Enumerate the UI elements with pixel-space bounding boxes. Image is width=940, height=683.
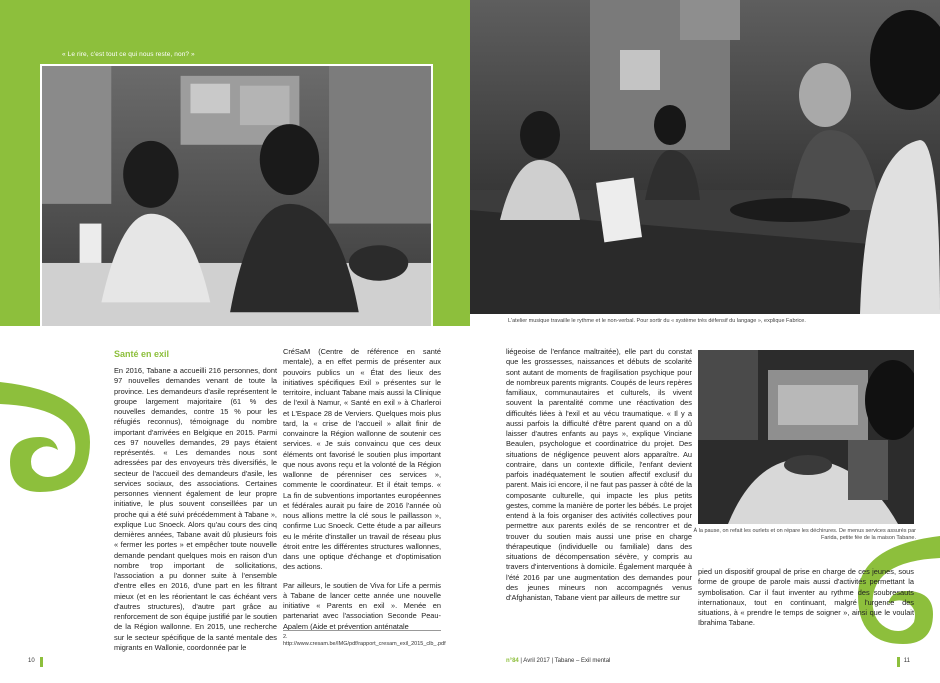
- paragraph: CréSaM (Centre de référence en santé mentale), a en effet permis de présenter aux pouvoirs publics un « État des lieux des initiatives spécifiques Exil » présentes sur le territoire, incluant Tabane mais aussi la Clinique de l'exil à Namur, « Santé en exil » à Charleroi et L'Espace 28 de Verviers. Quelques mois plus tard, la « crise de l'accueil » allait finir de convaincre la Région wallonne de soutenir ces services. « Je suis convaincu que ces deux éléments ont favorisé le soutien plus important que nous avons reçu et la volonté de la Région wallonne de pérenniser ces services », commente le coordinateur. Et il était temps. « La fin de subventions importantes européennes et fédérales aurait pu faire de 2016 l'année où nous allions mettre la clé sous le paillasson », confirme Luc Snoeck. Cette étude a par ailleurs eu le mérite d'installer un travail de réseau plus étroit entre les différentes structures wallonnes, dans une optique d'échange et d'optimisation des actions.: [283, 347, 441, 572]
- decorative-swirl-left: [0, 382, 100, 502]
- workshop-photo: [470, 0, 940, 314]
- sewing-photo: [698, 350, 914, 524]
- page-number-marker: [897, 657, 900, 667]
- page-number-left: 10: [28, 658, 35, 664]
- issue-number: n°84: [506, 658, 519, 664]
- right-column-2: [698, 567, 914, 629]
- music-workshop-photo: [470, 0, 940, 314]
- footer-text: | Avril 2017 | Tabane – Exil mental: [518, 658, 611, 664]
- portrait-photo: [40, 64, 433, 328]
- photo-caption-top: L'atelier musique travaille le rythme et le non-verbal. Pour sortir du « système très défensif du langage », explique Fabrice.: [508, 318, 806, 324]
- page-number-marker: [40, 657, 43, 667]
- right-page: [470, 0, 940, 683]
- paragraph: Par ailleurs, le soutien de Viva for Life a permis à Tabane de lancer cette année une nouvelle initiative « Parents en exil ». Menée en partenariat avec l'association Seconde Peau-Apalem (Aide et prévention anténatale: [283, 580, 441, 631]
- paragraph: En 2016, Tabane a accueilli 216 personnes, dont 97 nouvelles demandes venant de toute la province. Les demandeurs d'asile représentent le groupe largement majoritaire (61 % des nouvelles demandes, contre 15 % pour les réfugiés reconnus), témoignage du nombre important d'arrivées en Belgique en 2015. Parmi ces 97 nouvelles demandes, 29 pays étaient représentés. « Les demandes nous sont adressées par des envoyeurs très diversifiés, le secteur de l'accueil des demandeurs d'asile, les services sociaux, des associations. Certaines personnes viennent également de leur propre initiative, le plus souvent conseillées par un proche qui a été suivi précédemment à Tabane », explique Luc Snoeck. Alors qu'au cours des cinq dernières années, Tabane avait dû plusieurs fois « fermer les portes » et empêcher toute nouvelle demande pendant quelques mois en raison d'un nombre trop important de sollicitations, l'association a pu donner suite à l'ensemble d'entre elles en 2016, d'une part en les filtrant mieux (et en les réorientant le cas échéant vers d'autres structures), d'autre part grâce au renforcement de son équipe justifié par le soutien de la Région wallonne. En 2015, une recherche sur le secteur spécifique de la santé mentale des migrants en Wallonie, coordonnée par le: [114, 366, 277, 652]
- sewing-machine-photo: [698, 350, 914, 524]
- left-column-2: [283, 347, 441, 632]
- left-column-1: [114, 366, 277, 653]
- page-number-right: 11: [903, 658, 910, 664]
- paragraph: pied un dispositif groupal de prise en charge de ces jeunes, sous forme de groupe de parole mais aussi d'activités permettant la symbolisation. Car il faut inventer au rythme des soubresauts internationaux, tout en continuant, malgré l'urgence des situations, à « prendre le temps de soigner », ainsi que le voulait Ibrahima Tabane.: [698, 567, 914, 628]
- photo-caption-small: À la pause, on refait les ourlets et on répare les déchirures. De menus services assurés par Farida, petite fée de la maison Tabane.: [693, 528, 916, 541]
- footnote: 2. http://www.cresam.be/IMG/pdf/rapport_cresam_exil_2015_clb_.pdf: [283, 630, 441, 648]
- page-footer: [506, 658, 610, 664]
- pull-quote-label: « Le rire, c'est tout ce qui nous reste, non? »: [62, 51, 195, 58]
- paragraph: liégeoise de l'enfance maltraitée), elle part du constat que les grossesses, naissances et débuts de scolarité sont autant de moments de fragilisation psychique pour de nombreux parents migrants. Coupés de leurs repères familiaux, communautaires et culturels, ils vivent souvent la parentalité comme une réactivation des difficultés liées à l'exil et au vécu traumatique. « Il y a aussi parfois la difficulté d'être parent quand on a dû laisser d'autres enfants au pays », explique Vinciane Beaulen, psychologue et coordinatrice du projet. Des situations de négligence peuvent alors apparaître. Au contraire, dans un contexte difficile, l'enfant devient parfois inadéquatement le soutien affectif exclusif du parent. Mais ici encore, il ne faut pas passer à côté de la composante culturelle, qui impacte les plus petits gestes, comme la manière de porter les bébés. Le projet entend à la fois organiser des activités collectives pour permettre aux parents exilés de se rencontrer et de trouver du soutien mais aussi une prise en charge thérapeutique (individuelle ou familiale) dans des situations de décompensation sévère, y compris au travers d'interventions à domicile. Également marquée à l'été 2016 par une augmentation des demandes pour des jeunes mineurs non accompagnés venus d'Afghanistan, Tabane vient par ailleurs de mettre sur: [506, 347, 692, 602]
- right-column-1: [506, 347, 692, 603]
- section-heading: Santé en exil: [114, 349, 170, 359]
- two-men-photo: [42, 66, 431, 326]
